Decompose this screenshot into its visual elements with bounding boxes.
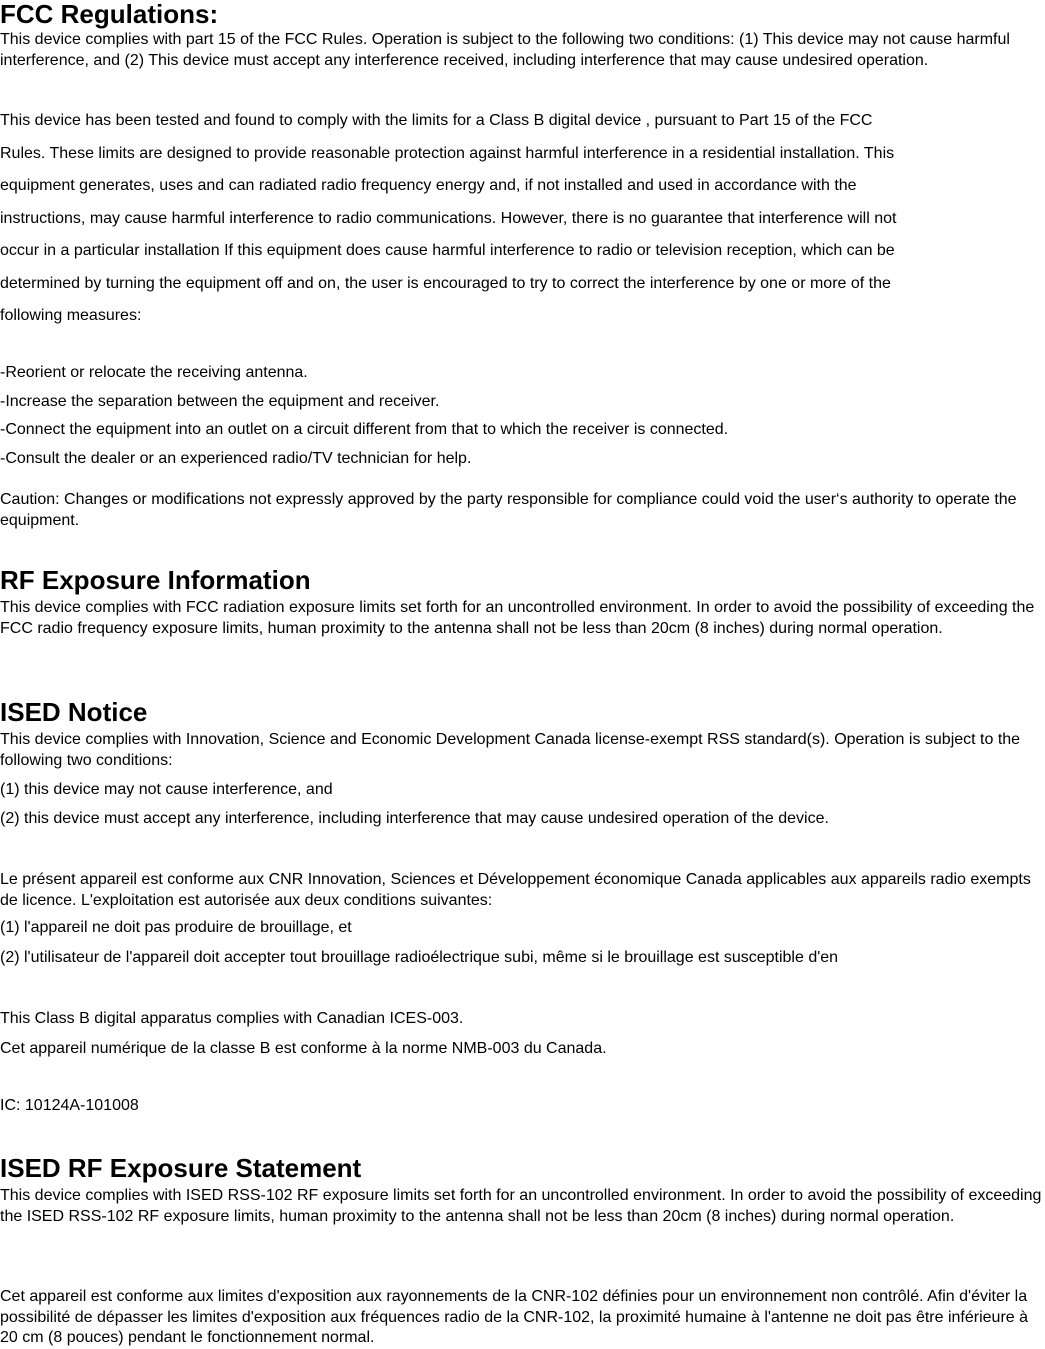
fcc-body-line: determined by turning the equipment off and on, the user is encouraged to try to correct the interference by one or more of the — [0, 274, 891, 292]
ised-rf-heading: ISED RF Exposure Statement — [0, 1153, 362, 1183]
ised-fr-condition: (2) l'utilisateur de l'appareil doit accepter tout brouillage radioélectrique subi, même si le brouillage est susceptible d'en — [0, 949, 839, 966]
fcc-body — [0, 105, 1044, 333]
rf-heading: RF Exposure Information — [0, 565, 311, 595]
ised-condition: (2) this device must accept any interference, including interference that may cause undesired operation of the device. — [0, 810, 829, 827]
fcc-measure: -Reorient or relocate the receiving antenna. — [0, 364, 308, 381]
ised-fr-intro: Le présent appareil est conforme aux CNR Innovation, Sciences et Développement économique Canada applicables aux appareils radio exempts de licence. L'exploitation est autorisée aux deux conditions suivantes: — [0, 871, 1031, 909]
fcc-body-line: equipment generates, uses and can radiated radio frequency energy and, if not installed and used in accordance with the — [0, 177, 857, 194]
ices-statement: This Class B digital apparatus complies with Canadian ICES-003. — [0, 1010, 464, 1027]
ised-fr-condition: (1) l'appareil ne doit pas produire de brouillage, et — [0, 919, 352, 936]
fcc-body-line: occur in a particular installation If this equipment does cause harmful interference to radio or television reception, which can be — [0, 242, 895, 259]
fcc-body-line: Rules. These limits are designed to provide reasonable protection against harmful interference in a residential installation. This — [0, 144, 895, 162]
nmb-statement: Cet appareil numérique de la classe B est conforme à la norme NMB-003 du Canada. — [0, 1040, 607, 1057]
fcc-body-line: following measures: — [0, 307, 142, 324]
fcc-caution: Caution: Changes or modifications not expressly approved by the party responsible for compliance could void the user‘s authority to operate the equipment. — [0, 491, 1017, 529]
ised-rf-text: This device complies with ISED RSS-102 RF exposure limits set forth for an uncontrolled environment. In order to avoid the possibility of exceeding the ISED RSS-102 RF exposure limits, human proximity to the antenna shall not be less than 20cm (8 inches) during normal operation. — [0, 1187, 1042, 1225]
ised-condition: (1) this device may not cause interference, and — [0, 781, 333, 798]
fcc-body-line: This device has been tested and found to comply with the limits for a Class B digital device , pursuant to Part 15 of the FCC — [0, 112, 873, 129]
rf-text: This device complies with FCC radiation exposure limits set forth for an uncontrolled environment. In order to avoid the possibility of exceeding the FCC radio frequency exposure limits, human proximity to the antenna shall not be less than 20cm (8 inches) during normal operation. — [0, 599, 1035, 637]
ised-heading: ISED Notice — [0, 697, 148, 727]
fcc-heading: FCC Regulations: — [0, 0, 219, 29]
fcc-body-line: instructions, may cause harmful interference to radio communications. However, there is no guarantee that interference will not — [0, 209, 897, 227]
fcc-intro: This device complies with part 15 of the FCC Rules. Operation is subject to the following two conditions: (1) This device may not cause harmful interference, and (2) This device must accept any interference received, including interference that may cause undesired operation. — [0, 31, 1010, 69]
fcc-measure: -Increase the separation between the equipment and receiver. — [0, 393, 440, 410]
ic-number: IC: 10124A-101008 — [0, 1097, 139, 1114]
fcc-measure: -Consult the dealer or an experienced radio/TV technician for help. — [0, 450, 472, 467]
ised-rf-fr-text: Cet appareil est conforme aux limites d'exposition aux rayonnements de la CNR-102 définies pour un environnement non contrôlé. Afin d'éviter la possibilité de dépasser les limites d'exposition aux fréquences radio de la CNR-102, la proximité humaine à l'antenne ne doit pas être inférieure à 20 cm (8 pouces) pendant le fonctionnement normal. — [0, 1288, 1029, 1346]
fcc-measure: -Connect the equipment into an outlet on a circuit different from that to which the receiver is connected. — [0, 421, 729, 438]
ised-intro: This device complies with Innovation, Science and Economic Development Canada license-exempt RSS standard(s). Operation is subject to the following two conditions: — [0, 731, 1021, 769]
